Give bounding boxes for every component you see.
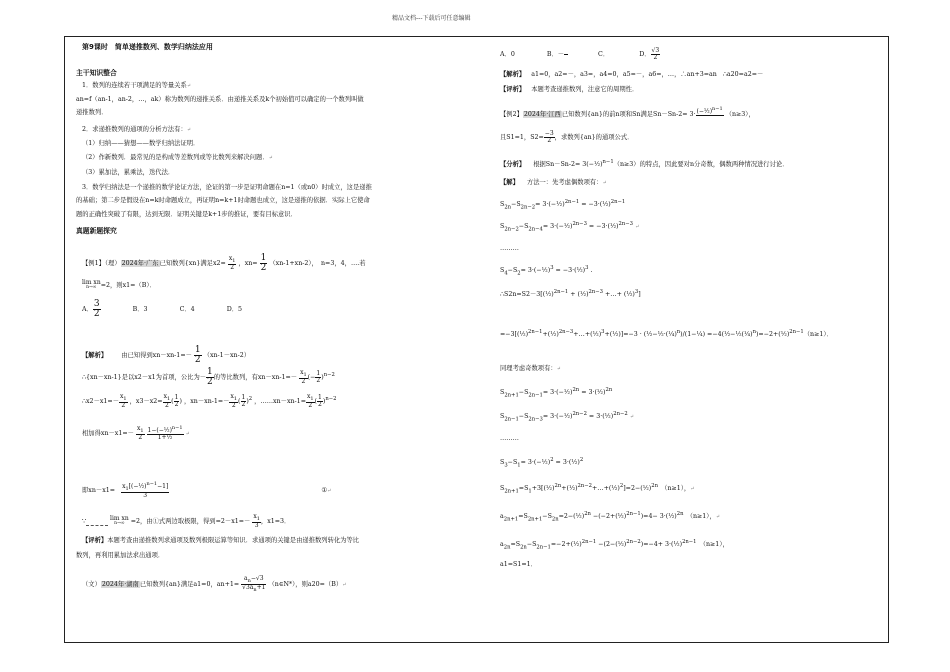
comment-line-2: 数列，再利用累加法求出通项． xyxy=(76,552,165,559)
para-1b: an=f（an-1，an-2，…，ak）称为数列的递推关系．由递推关系及k个初始值可以确定的一个数列叫做 xyxy=(76,96,364,103)
answer-line: 【解】 方法一：先考虑偶数项有：↵ xyxy=(500,179,607,186)
example-1-line: 【例1】（理）2024年·广东已知数列{xn}满足x2= $\frac{x_1}{2}$ ，xn= $\frac{1}{2}$ （xn-1+xn-2）， n=3，4，….若 xyxy=(82,253,366,273)
para-3b: 的基础；第二步是假设在n=k时命题成立，再证明n=k+1时命题也成立，这是递推的依据．实际上它使命 xyxy=(76,197,370,204)
odd-intro: 同理考虑奇数项有：↵ xyxy=(500,365,561,372)
eq-even-2: $S_{2n-2}-S_{2n-4}=$ 3·(−½)$^{2n-3}$ = −3·(½)$^{2n-3}$ ↵ xyxy=(500,221,640,233)
para-2a: （1）归纳——猜想——数学归纳法证明． xyxy=(82,140,200,147)
eq-odd-3: $S_3-S_1=$ 3·(−½)$^2$ = 3·(½)$^2$ xyxy=(500,457,584,469)
last-line: a1=S1=1． xyxy=(500,561,537,568)
eq-dots-2: ……… xyxy=(500,435,519,442)
eq-odd-1: $S_{2n+1}-S_{2n-1}=$ 3·(−½)$^{2n}$ = 3·(½)$^{2n}$ xyxy=(500,387,613,399)
section-main-knowledge: 主干知识整合 xyxy=(76,69,117,77)
source-badge-3: 2024年·江西 xyxy=(523,111,561,118)
right-solution: 【解析】 a1=0，a2=－，a3=，a4=0，a5=－，a6=，…，∴an+3=an ∴a20=a2=－ xyxy=(500,71,764,78)
lesson-title: 第9课时 简单递推数列、数学归纳法应用 xyxy=(82,43,213,51)
source-badge: 2024年·广东 xyxy=(121,260,159,267)
eq-even-sum: ∴S2n=S2－3[(½)$^{2n-1}$ + (½)$^{2n-3}$ +…+ (½)$^3$] xyxy=(500,289,641,299)
eq-a-even: $a_{2n}=S_{2n}-S_{2n-1}=-2+(\frac{1}{2})^{2n-1}$ −(2−(½)$^{2n-2}$)=−4+ 3·(½)$^{2n-1}$ （n≥1）， xyxy=(500,539,729,551)
limit-line: lim xn n→∞ =2，则x1=（B）． xyxy=(82,279,156,290)
eq-even-1: $S_{2n}-S_{2n-2}=$ 3·(−½)$^{2n-1}$ = −3·(½)$^{2n-1}$ xyxy=(500,199,626,211)
eq-a-odd: $a_{2n+1}=S_{2n+1}-S_{2n}=2-(\frac{1}{2})^{2n}$ −(−2+(½)$^{2n-1}$)=4− 3·(½)$^{2n}$ （n≥1），↵ xyxy=(500,511,720,523)
solution-line-6: ∵ lim xn n→∞ =2，由①式两边取极限，得到=2－x1=－ $\frac{x_1}{3}$ ，x1=3． xyxy=(82,513,291,530)
para-2: 2．求递推数列的通项的分析方法有：↵ xyxy=(82,126,191,133)
eq-even-result: =−3[(½)$^{2n-1}$+(½)$^{2n-3}$+…+(½)$^3$+(½)]=−3 · (½−½·(¼)$^n$)/(1−¼) =−4(½−½(¼)$^n$)=−2+(½)$^{2n-1}$（n≥1）． xyxy=(500,329,833,339)
section-exploration: 真题新题探究 xyxy=(76,227,117,235)
comment-line-1: 【评析】本题考查由递推数列求通项及数列极限运算等知识．求通项的关键是由递推数列转化为等比 xyxy=(82,537,360,544)
solution-line-3: ∴x2－x1=－ $\frac{x_1}{2}$ ，x3－x2= $\frac{x_1}{2}$ ( $\frac{1}{2}$ ) ，xn－xn-1=－ $\frac{x_1}{2}$ ( $\frac{1}{2}$ )$^2$ ，……xn－xn-1= $\frac{x_1}{2}$ ( $\frac{1}{2}$ )$^{n-2}$ xyxy=(82,393,337,410)
source-badge-2: 2024年·湖南 xyxy=(101,581,139,589)
options-row-right: A．0 B．－ C． D． $\frac{√3}{2}$ xyxy=(500,47,660,61)
eq-dots: ……… xyxy=(500,245,519,252)
page-header: 精品文档---下载后可任意编辑 xyxy=(392,15,471,22)
para-3: 3．数学归纳法是一个递推的数学论证方法，论证的第一步是证明命题在n=1（或n0）时成立，这是递推 xyxy=(82,184,372,191)
eq-odd-sum: $S_{2n+1}=S_1+3[(\frac{1}{2})^{2n}+(\frac{1}{2})^{2n-2}+\dots+(\frac{1}{2})^2]=2-(\frac{1}{2})^{2n}$ （n≥1），↵ xyxy=(500,483,695,495)
analysis-line: 【分析】 根据Sn－Sn-2= 3(−½)$^{n-1}$（n≥3）的特点，因此要对n分奇数，偶数两种情况进行讨论． xyxy=(500,159,789,169)
solution-line-1: 【解析】 由已知得到xn－xn-1=－ $\frac{1}{2}$ （xn-1－xn-2） xyxy=(82,345,251,365)
para-2c: （3）累加法，累乘法，迭代法． xyxy=(82,169,175,176)
example-2-line: 【例2】2024年·江西已知数列{an}的前n项和Sn满足Sn－Sn-2= 3· (−½)$^{n-1}$ （n≥3）， xyxy=(500,106,755,118)
para-1: 1．数列的连续若干项满足的等量关系↵ xyxy=(82,82,191,89)
example-wen-line: （文）2024年·湖南已知数列{an}满足a1=0，an+1= $\frac{a_n-√3}{√3a_n+1}$ （n∈N*），则a20=（B）↵ xyxy=(82,575,347,594)
para-2b: （2）作新数列．最常见的是构成等差数列或等比数列来解决问题．↵ xyxy=(82,154,273,161)
para-1c: 递推数列． xyxy=(76,109,108,116)
para-3c: 题的正确性突破了有限，达到无限．证明关键是k+1步的推证，要有目标意识． xyxy=(76,211,297,218)
right-comment: 【评析】 本题考查递推数列，注意它的周期性． xyxy=(500,86,639,93)
eq-even-3: $S_4-S_2=$ 3·(−½)$^3$ = −3·(½)$^3$ . xyxy=(500,265,593,277)
solution-line-2: ∴{xn－xn-1}是以x2－x1为首项，公比为－ $\frac{1}{2}$ 的等比数列，有xn－xn-1=－ $\frac{x_1}{2}$ (− $\frac{1}{2}$ )$^{n-2}$ xyxy=(82,367,335,387)
example-2-line-2: 且S1=1，S2= $\frac{-3}{2}$ ，求数列{an}的通项公式． xyxy=(500,130,634,144)
solution-line-5: 即xn－x1= $\frac{x_1[(-\frac{1}{2})^{n-1}-1]}{3}$ ①↵ xyxy=(82,481,332,500)
solution-line-4: 相加得xn－x1=－ $\frac{x_1}{2}$ $\frac{1-(-\frac{1}{2})^{n-1}}{\text{1+½}}$ ↵ xyxy=(82,425,190,442)
options-row: A． $\frac{3}{2}$ B．3 C．4 D．5 xyxy=(82,299,243,319)
eq-odd-2: $S_{2n-1}-S_{2n-3}=$ 3·(−½)$^{2n-2}$ = 3·(½)$^{2n-2}$ ↵ xyxy=(500,411,634,423)
